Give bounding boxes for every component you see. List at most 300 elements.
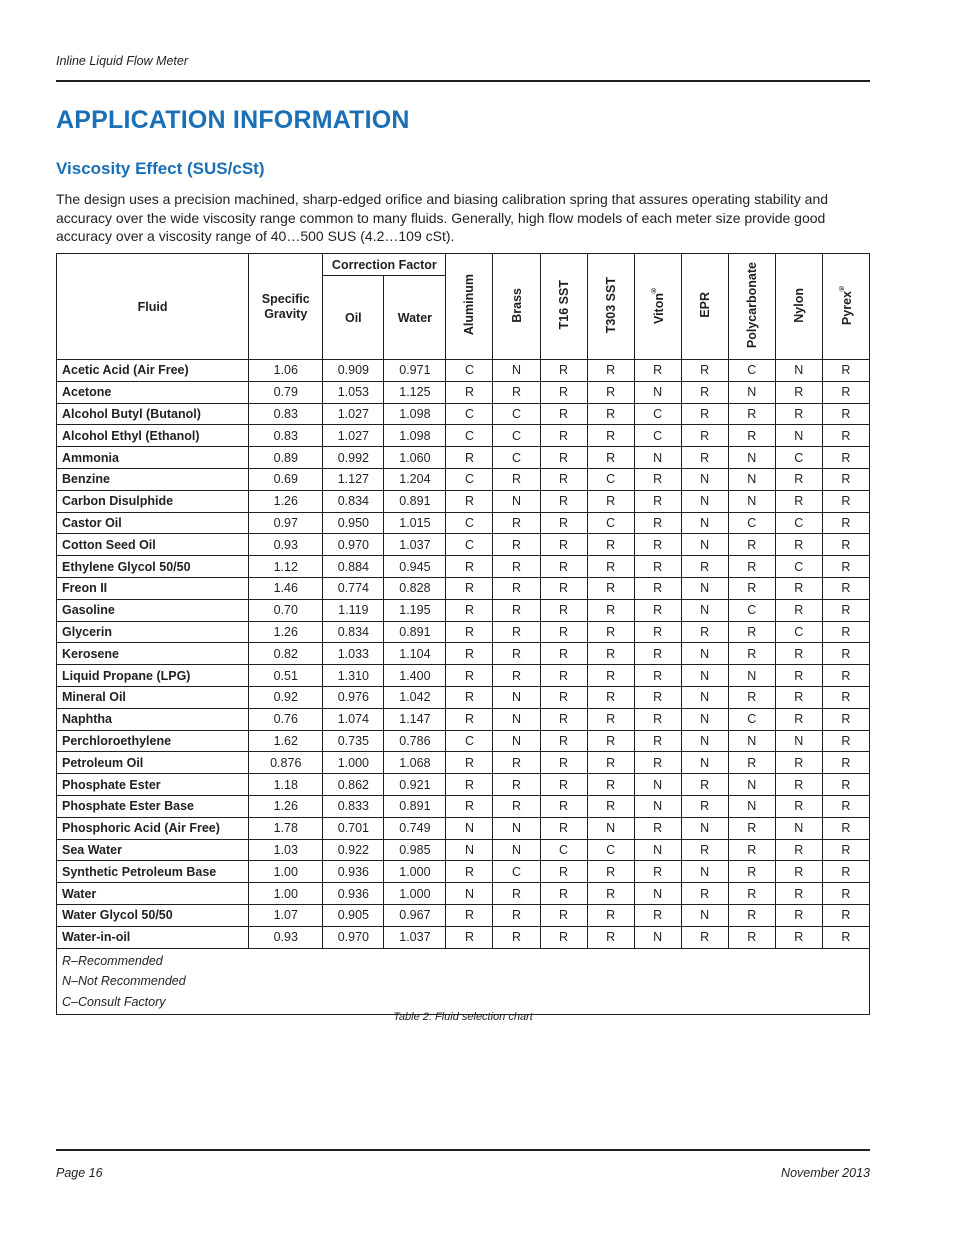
cell-polycarbonate: N	[728, 447, 775, 469]
cell-oil-factor: 0.701	[323, 817, 384, 839]
cell-polycarbonate: R	[728, 425, 775, 447]
cell-epr: N	[681, 730, 728, 752]
cell-t303-sst: R	[587, 926, 634, 948]
cell-brass: R	[493, 774, 540, 796]
cell-aluminum: R	[446, 926, 493, 948]
cell-viton: R	[634, 817, 681, 839]
table-row	[57, 795, 870, 817]
cell-pyrex: R	[822, 817, 869, 839]
cell-t16-sst: R	[540, 861, 587, 883]
cell-pyrex: R	[822, 904, 869, 926]
cell-t303-sst: C	[587, 839, 634, 861]
cell-nylon: C	[775, 512, 822, 534]
cell-epr: N	[681, 861, 728, 883]
cell-specific-gravity: 0.97	[249, 512, 323, 534]
cell-t303-sst: R	[587, 556, 634, 578]
cell-oil-factor: 1.127	[323, 468, 384, 490]
cell-oil-factor: 0.936	[323, 883, 384, 905]
cell-t303-sst: N	[587, 817, 634, 839]
cell-brass: C	[493, 447, 540, 469]
cell-brass: C	[493, 403, 540, 425]
cell-specific-gravity: 0.93	[249, 534, 323, 556]
cell-t303-sst: R	[587, 360, 634, 382]
header-specific-gravity-label: Specific Gravity	[261, 291, 310, 321]
cell-specific-gravity: 0.83	[249, 425, 323, 447]
cell-polycarbonate: C	[728, 360, 775, 382]
cell-specific-gravity: 1.78	[249, 817, 323, 839]
cell-pyrex: R	[822, 774, 869, 796]
cell-specific-gravity: 1.00	[249, 883, 323, 905]
cell-fluid: Alcohol Butyl (Butanol)	[57, 403, 249, 425]
cell-t303-sst: R	[587, 599, 634, 621]
cell-epr: N	[681, 512, 728, 534]
cell-nylon: R	[775, 861, 822, 883]
cell-t16-sst: R	[540, 468, 587, 490]
cell-specific-gravity: 0.83	[249, 403, 323, 425]
table-row	[57, 665, 870, 687]
cell-aluminum: N	[446, 839, 493, 861]
table-row	[57, 926, 870, 948]
cell-specific-gravity: 1.06	[249, 360, 323, 382]
fluid-selection-table	[56, 253, 870, 1015]
cell-t303-sst: C	[587, 512, 634, 534]
header-brass-label: Brass	[509, 287, 524, 323]
header-t16-sst-label: T16 SST	[556, 280, 571, 330]
viton-registered-mark: ®	[649, 285, 657, 293]
table-row	[57, 686, 870, 708]
cell-t303-sst: R	[587, 425, 634, 447]
cell-viton: C	[634, 403, 681, 425]
cell-epr: N	[681, 686, 728, 708]
cell-pyrex: R	[822, 490, 869, 512]
cell-nylon: C	[775, 447, 822, 469]
cell-epr: N	[681, 490, 728, 512]
header-aluminum	[446, 254, 493, 360]
cell-viton: N	[634, 774, 681, 796]
cell-nylon: R	[775, 490, 822, 512]
cell-polycarbonate: C	[728, 512, 775, 534]
cell-aluminum: R	[446, 708, 493, 730]
cell-epr: R	[681, 774, 728, 796]
cell-viton: R	[634, 665, 681, 687]
cell-pyrex: R	[822, 621, 869, 643]
cell-nylon: R	[775, 577, 822, 599]
cell-fluid: Carbon Disulphide	[57, 490, 249, 512]
cell-brass: N	[493, 708, 540, 730]
cell-specific-gravity: 0.51	[249, 665, 323, 687]
cell-brass: N	[493, 490, 540, 512]
cell-pyrex: R	[822, 861, 869, 883]
table-row	[57, 490, 870, 512]
cell-t303-sst: R	[587, 774, 634, 796]
cell-t16-sst: R	[540, 490, 587, 512]
cell-epr: R	[681, 926, 728, 948]
cell-t303-sst: R	[587, 621, 634, 643]
cell-t16-sst: R	[540, 926, 587, 948]
cell-brass: R	[493, 534, 540, 556]
cell-aluminum: R	[446, 490, 493, 512]
cell-t16-sst: R	[540, 817, 587, 839]
cell-nylon: R	[775, 534, 822, 556]
cell-brass: N	[493, 730, 540, 752]
cell-polycarbonate: C	[728, 599, 775, 621]
table-row	[57, 512, 870, 534]
header-pyrex	[822, 254, 869, 360]
cell-viton: N	[634, 883, 681, 905]
cell-nylon: R	[775, 403, 822, 425]
cell-t303-sst: R	[587, 686, 634, 708]
table-row	[57, 708, 870, 730]
cell-brass: C	[493, 425, 540, 447]
cell-fluid: Phosphoric Acid (Air Free)	[57, 817, 249, 839]
cell-aluminum: C	[446, 468, 493, 490]
cell-water-factor: 0.786	[384, 730, 446, 752]
cell-t16-sst: R	[540, 686, 587, 708]
cell-water-factor: 1.015	[384, 512, 446, 534]
cell-pyrex: R	[822, 403, 869, 425]
cell-polycarbonate: N	[728, 665, 775, 687]
cell-viton: N	[634, 926, 681, 948]
cell-polycarbonate: N	[728, 774, 775, 796]
cell-pyrex: R	[822, 665, 869, 687]
cell-nylon: C	[775, 556, 822, 578]
cell-t303-sst: R	[587, 643, 634, 665]
cell-viton: N	[634, 795, 681, 817]
header-aluminum-label: Aluminum	[462, 274, 477, 336]
cell-aluminum: N	[446, 883, 493, 905]
cell-t16-sst: R	[540, 883, 587, 905]
header-polycarbonate	[728, 254, 775, 360]
cell-aluminum: C	[446, 425, 493, 447]
cell-pyrex: R	[822, 795, 869, 817]
header-viton	[634, 254, 681, 360]
table-row	[57, 577, 870, 599]
cell-specific-gravity: 1.26	[249, 795, 323, 817]
cell-oil-factor: 0.950	[323, 512, 384, 534]
cell-aluminum: C	[446, 512, 493, 534]
cell-t303-sst: R	[587, 403, 634, 425]
header-correction-factor: Correction Factor	[323, 254, 446, 276]
cell-polycarbonate: R	[728, 577, 775, 599]
cell-t16-sst: C	[540, 839, 587, 861]
cell-specific-gravity: 0.70	[249, 599, 323, 621]
cell-water-factor: 1.204	[384, 468, 446, 490]
cell-viton: R	[634, 468, 681, 490]
cell-polycarbonate: C	[728, 708, 775, 730]
cell-fluid: Naphtha	[57, 708, 249, 730]
cell-nylon: R	[775, 883, 822, 905]
table-row	[57, 730, 870, 752]
cell-pyrex: R	[822, 447, 869, 469]
footer-divider	[56, 1149, 870, 1151]
header-nylon-label: Nylon	[791, 287, 806, 323]
cell-aluminum: R	[446, 665, 493, 687]
cell-t303-sst: C	[587, 468, 634, 490]
cell-water-factor: 1.400	[384, 665, 446, 687]
cell-nylon: R	[775, 752, 822, 774]
cell-brass: N	[493, 817, 540, 839]
cell-nylon: R	[775, 774, 822, 796]
cell-fluid: Perchloroethylene	[57, 730, 249, 752]
cell-pyrex: R	[822, 556, 869, 578]
cell-pyrex: R	[822, 381, 869, 403]
cell-t16-sst: R	[540, 665, 587, 687]
table-row	[57, 425, 870, 447]
cell-brass: N	[493, 360, 540, 382]
cell-polycarbonate: R	[728, 926, 775, 948]
cell-t16-sst: R	[540, 534, 587, 556]
cell-pyrex: R	[822, 512, 869, 534]
cell-brass: R	[493, 621, 540, 643]
cell-brass: R	[493, 904, 540, 926]
cell-oil-factor: 0.834	[323, 621, 384, 643]
cell-fluid: Petroleum Oil	[57, 752, 249, 774]
cell-fluid: Cotton Seed Oil	[57, 534, 249, 556]
cell-t16-sst: R	[540, 730, 587, 752]
cell-aluminum: C	[446, 534, 493, 556]
cell-pyrex: R	[822, 926, 869, 948]
cell-viton: R	[634, 643, 681, 665]
cell-brass: N	[493, 686, 540, 708]
cell-t16-sst: R	[540, 752, 587, 774]
cell-aluminum: R	[446, 774, 493, 796]
cell-t16-sst: R	[540, 621, 587, 643]
cell-aluminum: R	[446, 577, 493, 599]
cell-fluid: Sea Water	[57, 839, 249, 861]
cell-nylon: R	[775, 599, 822, 621]
cell-water-factor: 0.749	[384, 817, 446, 839]
cell-brass: R	[493, 883, 540, 905]
cell-t16-sst: R	[540, 904, 587, 926]
table-row	[57, 861, 870, 883]
table-row	[57, 360, 870, 382]
cell-epr: N	[681, 904, 728, 926]
cell-polycarbonate: R	[728, 621, 775, 643]
table-row	[57, 621, 870, 643]
cell-fluid: Acetone	[57, 381, 249, 403]
cell-pyrex: R	[822, 839, 869, 861]
cell-viton: R	[634, 490, 681, 512]
cell-oil-factor: 0.970	[323, 534, 384, 556]
table-row	[57, 556, 870, 578]
cell-pyrex: R	[822, 643, 869, 665]
cell-fluid: Synthetic Petroleum Base	[57, 861, 249, 883]
table-row	[57, 447, 870, 469]
cell-polycarbonate: R	[728, 752, 775, 774]
cell-brass: R	[493, 795, 540, 817]
cell-t16-sst: R	[540, 447, 587, 469]
cell-nylon: R	[775, 643, 822, 665]
cell-aluminum: R	[446, 752, 493, 774]
cell-polycarbonate: N	[728, 468, 775, 490]
cell-aluminum: R	[446, 861, 493, 883]
cell-polycarbonate: R	[728, 904, 775, 926]
table-body	[57, 360, 870, 949]
table-row	[57, 883, 870, 905]
table-row	[57, 381, 870, 403]
cell-epr: R	[681, 556, 728, 578]
cell-specific-gravity: 1.00	[249, 861, 323, 883]
section-title: Viscosity Effect (SUS/cSt)	[56, 159, 265, 178]
table-row	[57, 774, 870, 796]
cell-t303-sst: R	[587, 708, 634, 730]
cell-oil-factor: 0.774	[323, 577, 384, 599]
header-fluid: Fluid	[57, 254, 249, 360]
header-oil: Oil	[323, 276, 384, 360]
cell-water-factor: 0.967	[384, 904, 446, 926]
cell-t303-sst: R	[587, 447, 634, 469]
cell-specific-gravity: 0.82	[249, 643, 323, 665]
cell-viton: R	[634, 730, 681, 752]
cell-pyrex: R	[822, 360, 869, 382]
cell-water-factor: 1.000	[384, 883, 446, 905]
table-row	[57, 752, 870, 774]
cell-specific-gravity: 0.92	[249, 686, 323, 708]
cell-oil-factor: 0.884	[323, 556, 384, 578]
cell-t16-sst: R	[540, 360, 587, 382]
cell-water-factor: 0.985	[384, 839, 446, 861]
cell-water-factor: 1.098	[384, 403, 446, 425]
cell-fluid: Gasoline	[57, 599, 249, 621]
cell-brass: R	[493, 556, 540, 578]
cell-oil-factor: 1.074	[323, 708, 384, 730]
cell-fluid: Water Glycol 50/50	[57, 904, 249, 926]
cell-epr: R	[681, 403, 728, 425]
cell-epr: N	[681, 577, 728, 599]
cell-water-factor: 1.060	[384, 447, 446, 469]
cell-oil-factor: 1.310	[323, 665, 384, 687]
cell-epr: R	[681, 447, 728, 469]
cell-specific-gravity: 0.93	[249, 926, 323, 948]
cell-aluminum: R	[446, 556, 493, 578]
cell-aluminum: R	[446, 686, 493, 708]
cell-epr: R	[681, 621, 728, 643]
header-epr	[681, 254, 728, 360]
cell-polycarbonate: N	[728, 795, 775, 817]
table-row	[57, 839, 870, 861]
cell-t303-sst: R	[587, 665, 634, 687]
cell-oil-factor: 0.862	[323, 774, 384, 796]
cell-specific-gravity: 1.07	[249, 904, 323, 926]
cell-polycarbonate: N	[728, 490, 775, 512]
header-divider	[56, 80, 870, 82]
cell-fluid: Castor Oil	[57, 512, 249, 534]
cell-specific-gravity: 1.26	[249, 490, 323, 512]
cell-nylon: R	[775, 926, 822, 948]
cell-oil-factor: 0.936	[323, 861, 384, 883]
cell-epr: N	[681, 468, 728, 490]
cell-viton: R	[634, 556, 681, 578]
cell-epr: R	[681, 425, 728, 447]
cell-t16-sst: R	[540, 643, 587, 665]
cell-pyrex: R	[822, 577, 869, 599]
cell-oil-factor: 1.000	[323, 752, 384, 774]
table-row	[57, 643, 870, 665]
cell-nylon: N	[775, 730, 822, 752]
cell-t303-sst: R	[587, 534, 634, 556]
table-row	[57, 468, 870, 490]
cell-aluminum: C	[446, 403, 493, 425]
page-number: Page 16	[56, 1166, 103, 1180]
cell-polycarbonate: N	[728, 730, 775, 752]
cell-nylon: R	[775, 468, 822, 490]
header-t303-sst-label: T303 SST	[603, 276, 618, 334]
cell-water-factor: 1.098	[384, 425, 446, 447]
cell-polycarbonate: N	[728, 381, 775, 403]
cell-specific-gravity: 0.79	[249, 381, 323, 403]
cell-fluid: Phosphate Ester Base	[57, 795, 249, 817]
cell-brass: R	[493, 665, 540, 687]
cell-pyrex: R	[822, 599, 869, 621]
cell-water-factor: 1.125	[384, 381, 446, 403]
cell-nylon: R	[775, 686, 822, 708]
cell-aluminum: R	[446, 795, 493, 817]
cell-brass: R	[493, 381, 540, 403]
cell-t16-sst: R	[540, 795, 587, 817]
cell-t303-sst: R	[587, 730, 634, 752]
cell-water-factor: 1.147	[384, 708, 446, 730]
cell-oil-factor: 1.027	[323, 403, 384, 425]
cell-fluid: Mineral Oil	[57, 686, 249, 708]
cell-epr: R	[681, 360, 728, 382]
cell-water-factor: 0.971	[384, 360, 446, 382]
cell-fluid: Phosphate Ester	[57, 774, 249, 796]
header-pyrex-label	[838, 284, 854, 325]
cell-water-factor: 0.891	[384, 795, 446, 817]
cell-viton: R	[634, 904, 681, 926]
cell-water-factor: 1.068	[384, 752, 446, 774]
cell-epr: N	[681, 599, 728, 621]
cell-aluminum: R	[446, 599, 493, 621]
cell-viton: R	[634, 708, 681, 730]
header-epr-label: EPR	[697, 292, 712, 318]
cell-nylon: R	[775, 708, 822, 730]
cell-aluminum: R	[446, 904, 493, 926]
cell-nylon: C	[775, 621, 822, 643]
cell-t303-sst: R	[587, 490, 634, 512]
cell-brass: C	[493, 861, 540, 883]
pyrex-registered-mark: ®	[837, 284, 845, 292]
cell-viton: R	[634, 534, 681, 556]
cell-t16-sst: R	[540, 512, 587, 534]
legend-cell	[57, 948, 870, 1015]
cell-oil-factor: 0.970	[323, 926, 384, 948]
cell-epr: N	[681, 534, 728, 556]
cell-oil-factor: 1.027	[323, 425, 384, 447]
cell-specific-gravity: 1.18	[249, 774, 323, 796]
document-header-title: Inline Liquid Flow Meter	[56, 54, 189, 68]
cell-water-factor: 0.891	[384, 490, 446, 512]
cell-brass: R	[493, 468, 540, 490]
cell-brass: R	[493, 512, 540, 534]
cell-polycarbonate: R	[728, 556, 775, 578]
cell-fluid: Kerosene	[57, 643, 249, 665]
viton-text: Viton	[651, 292, 666, 325]
cell-aluminum: N	[446, 817, 493, 839]
table-row	[57, 534, 870, 556]
cell-pyrex: R	[822, 752, 869, 774]
cell-oil-factor: 0.833	[323, 795, 384, 817]
cell-aluminum: R	[446, 447, 493, 469]
cell-specific-gravity: 1.46	[249, 577, 323, 599]
cell-nylon: N	[775, 425, 822, 447]
page-title: APPLICATION INFORMATION	[56, 106, 410, 134]
cell-water-factor: 1.042	[384, 686, 446, 708]
cell-viton: C	[634, 425, 681, 447]
cell-oil-factor: 0.905	[323, 904, 384, 926]
cell-specific-gravity: 0.69	[249, 468, 323, 490]
header-t16-sst	[540, 254, 587, 360]
